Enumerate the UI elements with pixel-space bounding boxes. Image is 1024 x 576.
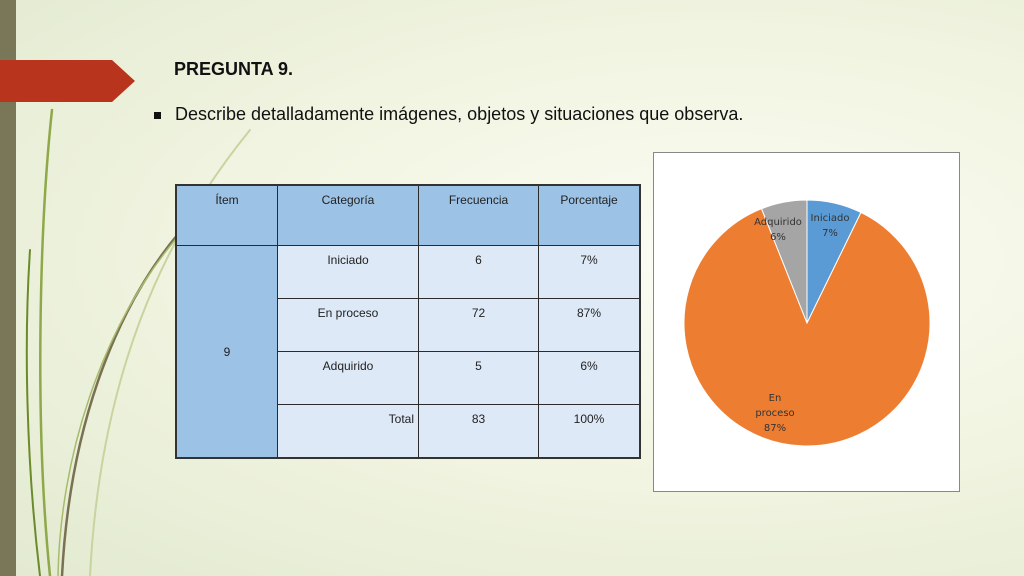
cell-porcentaje: 87% bbox=[576, 306, 602, 320]
cell-total-label: Total bbox=[388, 412, 414, 426]
pie-label-adquirido: Adquirido 6% bbox=[754, 217, 802, 243]
bullet-square-icon bbox=[154, 112, 161, 119]
cell-categoria: Iniciado bbox=[327, 253, 369, 267]
table-header-row bbox=[176, 185, 640, 246]
bullet-text: Describe detalladamente imágenes, objetos y situaciones que observa. bbox=[175, 104, 744, 124]
slide-title: PREGUNTA 9. bbox=[174, 59, 294, 79]
cell-total-porcentaje: 100% bbox=[573, 412, 605, 426]
cell-frecuencia: 6 bbox=[475, 253, 482, 267]
header-porcentaje: Porcentaje bbox=[539, 185, 641, 246]
item-number: 9 bbox=[223, 344, 231, 359]
pie-chart-frame bbox=[653, 152, 960, 492]
cell-frecuencia: 72 bbox=[471, 306, 486, 320]
cell-frecuencia: 5 bbox=[475, 359, 482, 373]
cell-porcentaje: 7% bbox=[580, 253, 598, 267]
cell-total-frecuencia: 83 bbox=[471, 412, 486, 426]
pie-label-en-proceso: En proceso 87% bbox=[755, 393, 795, 434]
cell-categoria: En proceso bbox=[317, 306, 379, 320]
header-frecuencia: Frecuencia bbox=[419, 185, 539, 246]
table-row bbox=[176, 246, 640, 299]
pie-label-iniciado: Iniciado 7% bbox=[810, 213, 850, 239]
pie-chart bbox=[654, 153, 959, 491]
frequency-table bbox=[175, 184, 641, 459]
title-arrow-shape bbox=[0, 60, 135, 102]
cell-categoria: Adquirido bbox=[322, 359, 374, 373]
header-categoria: Categoría bbox=[278, 185, 419, 246]
header-item: Ítem bbox=[176, 185, 278, 246]
bullet-item bbox=[154, 104, 743, 125]
cell-porcentaje: 6% bbox=[580, 359, 598, 373]
item-number-cell bbox=[176, 246, 278, 459]
